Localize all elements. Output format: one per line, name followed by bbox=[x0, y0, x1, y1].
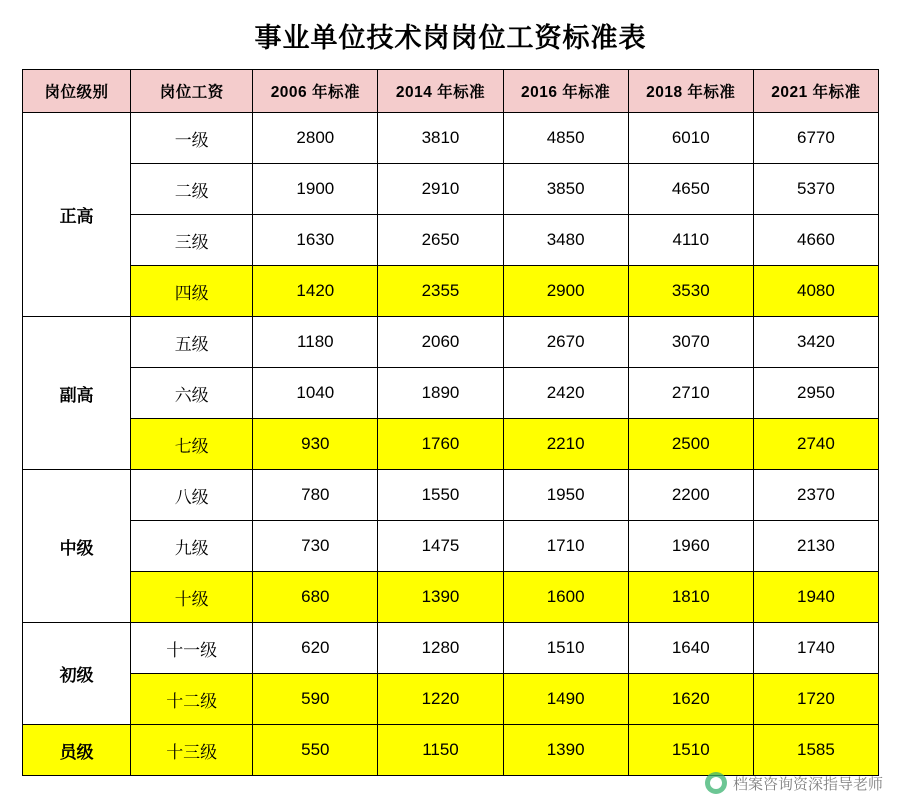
salary-cell: 2670 bbox=[503, 317, 628, 368]
table-body bbox=[23, 113, 879, 776]
salary-cell: 4080 bbox=[753, 266, 878, 317]
table-row bbox=[23, 623, 879, 674]
grade-cell: 中级 bbox=[23, 470, 131, 623]
column-header-2021: 2021 年标准 bbox=[753, 70, 878, 113]
table-row bbox=[23, 164, 879, 215]
salary-cell: 1550 bbox=[378, 470, 503, 521]
salary-cell: 5370 bbox=[753, 164, 878, 215]
salary-cell: 930 bbox=[253, 419, 378, 470]
salary-cell: 730 bbox=[253, 521, 378, 572]
watermark-text: 档案咨询资深指导老师 bbox=[732, 775, 883, 793]
table-row bbox=[23, 368, 879, 419]
column-header-2016: 2016 年标准 bbox=[503, 70, 628, 113]
salary-cell: 1490 bbox=[503, 674, 628, 725]
salary-cell: 3070 bbox=[628, 317, 753, 368]
salary-cell: 6770 bbox=[753, 113, 878, 164]
salary-cell: 1475 bbox=[378, 521, 503, 572]
salary-cell: 1890 bbox=[378, 368, 503, 419]
salary-cell: 4110 bbox=[628, 215, 753, 266]
level-cell: 十一级 bbox=[131, 623, 253, 674]
salary-cell: 6010 bbox=[628, 113, 753, 164]
salary-cell: 2060 bbox=[378, 317, 503, 368]
salary-cell: 620 bbox=[253, 623, 378, 674]
table-row bbox=[23, 113, 879, 164]
salary-cell: 4850 bbox=[503, 113, 628, 164]
salary-cell: 2800 bbox=[253, 113, 378, 164]
salary-cell: 2710 bbox=[628, 368, 753, 419]
salary-cell: 1630 bbox=[253, 215, 378, 266]
level-cell: 十级 bbox=[131, 572, 253, 623]
salary-cell: 1280 bbox=[378, 623, 503, 674]
table-row bbox=[23, 470, 879, 521]
salary-cell: 1900 bbox=[253, 164, 378, 215]
salary-cell: 1600 bbox=[503, 572, 628, 623]
column-header-grade: 岗位级别 bbox=[23, 70, 131, 113]
level-cell: 十三级 bbox=[131, 725, 253, 776]
salary-cell: 2200 bbox=[628, 470, 753, 521]
table-row bbox=[23, 419, 879, 470]
table-container bbox=[0, 69, 901, 776]
salary-cell: 2355 bbox=[378, 266, 503, 317]
level-cell: 五级 bbox=[131, 317, 253, 368]
salary-cell: 1150 bbox=[378, 725, 503, 776]
grade-cell: 副高 bbox=[23, 317, 131, 470]
salary-cell: 2370 bbox=[753, 470, 878, 521]
salary-cell: 2420 bbox=[503, 368, 628, 419]
salary-cell: 3420 bbox=[753, 317, 878, 368]
salary-cell: 1950 bbox=[503, 470, 628, 521]
salary-cell: 3530 bbox=[628, 266, 753, 317]
salary-cell: 1510 bbox=[503, 623, 628, 674]
salary-cell: 1940 bbox=[753, 572, 878, 623]
salary-cell: 1390 bbox=[378, 572, 503, 623]
table-row bbox=[23, 725, 879, 776]
salary-cell: 2210 bbox=[503, 419, 628, 470]
salary-cell: 1740 bbox=[753, 623, 878, 674]
salary-standard-table bbox=[22, 69, 879, 776]
salary-cell: 1220 bbox=[378, 674, 503, 725]
table-row bbox=[23, 317, 879, 368]
column-header-2018: 2018 年标准 bbox=[628, 70, 753, 113]
table-row bbox=[23, 266, 879, 317]
salary-cell: 1710 bbox=[503, 521, 628, 572]
salary-cell: 1620 bbox=[628, 674, 753, 725]
level-cell: 八级 bbox=[131, 470, 253, 521]
salary-cell: 2650 bbox=[378, 215, 503, 266]
grade-cell: 员级 bbox=[23, 725, 131, 776]
table-row bbox=[23, 521, 879, 572]
level-cell: 三级 bbox=[131, 215, 253, 266]
level-cell: 二级 bbox=[131, 164, 253, 215]
salary-cell: 2950 bbox=[753, 368, 878, 419]
salary-cell: 3810 bbox=[378, 113, 503, 164]
salary-cell: 680 bbox=[253, 572, 378, 623]
salary-cell: 1960 bbox=[628, 521, 753, 572]
salary-cell: 2130 bbox=[753, 521, 878, 572]
level-cell: 六级 bbox=[131, 368, 253, 419]
page-title: 事业单位技术岗岗位工资标准表 bbox=[254, 23, 647, 53]
salary-cell: 2740 bbox=[753, 419, 878, 470]
grade-cell: 初级 bbox=[23, 623, 131, 725]
salary-cell: 3850 bbox=[503, 164, 628, 215]
level-cell: 四级 bbox=[131, 266, 253, 317]
column-header-post-salary: 岗位工资 bbox=[131, 70, 253, 113]
grade-cell: 正高 bbox=[23, 113, 131, 317]
table-row bbox=[23, 215, 879, 266]
table-header-row bbox=[23, 70, 879, 113]
level-cell: 一级 bbox=[131, 113, 253, 164]
level-cell: 九级 bbox=[131, 521, 253, 572]
salary-cell: 1510 bbox=[628, 725, 753, 776]
salary-cell: 3480 bbox=[503, 215, 628, 266]
salary-cell: 550 bbox=[253, 725, 378, 776]
salary-cell: 1810 bbox=[628, 572, 753, 623]
salary-cell: 4650 bbox=[628, 164, 753, 215]
table-row bbox=[23, 572, 879, 623]
table-row bbox=[23, 674, 879, 725]
salary-cell: 1760 bbox=[378, 419, 503, 470]
salary-cell: 1180 bbox=[253, 317, 378, 368]
salary-cell: 1390 bbox=[503, 725, 628, 776]
column-header-2014: 2014 年标准 bbox=[378, 70, 503, 113]
salary-cell: 1640 bbox=[628, 623, 753, 674]
salary-cell: 590 bbox=[253, 674, 378, 725]
table-header bbox=[23, 70, 879, 113]
salary-cell: 1585 bbox=[753, 725, 878, 776]
salary-cell: 2500 bbox=[628, 419, 753, 470]
level-cell: 十二级 bbox=[131, 674, 253, 725]
salary-cell: 1040 bbox=[253, 368, 378, 419]
salary-cell: 4660 bbox=[753, 215, 878, 266]
salary-cell: 1720 bbox=[753, 674, 878, 725]
salary-cell: 2910 bbox=[378, 164, 503, 215]
level-cell: 七级 bbox=[131, 419, 253, 470]
salary-cell: 2900 bbox=[503, 266, 628, 317]
salary-cell: 780 bbox=[253, 470, 378, 521]
salary-cell: 1420 bbox=[253, 266, 378, 317]
column-header-2006: 2006 年标准 bbox=[253, 70, 378, 113]
